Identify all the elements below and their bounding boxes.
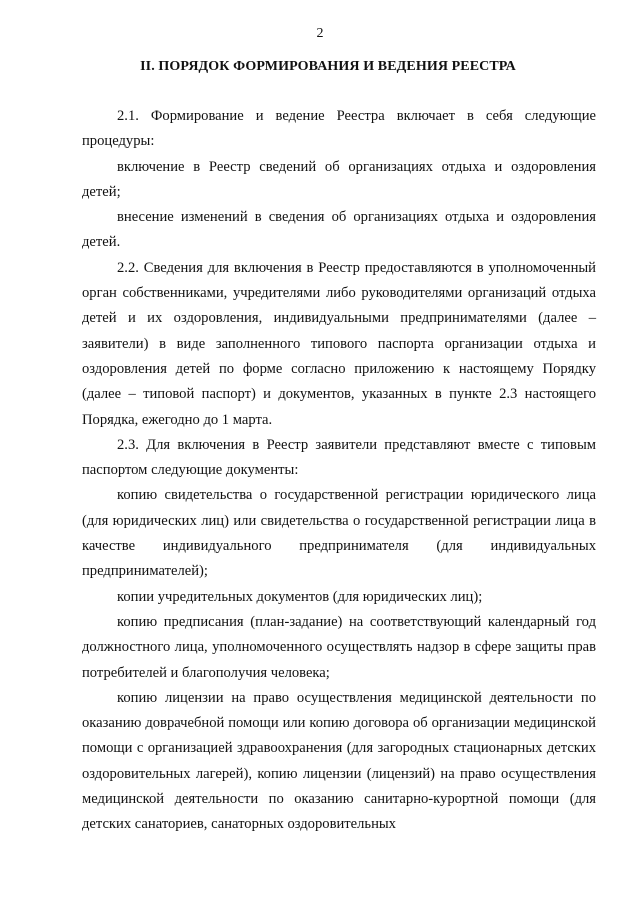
- paragraph-amendment: внесение изменений в сведения об организациях отдыха и оздоровления детей.: [82, 209, 596, 251]
- paragraph-2-2: 2.2. Сведения для включения в Реестр предоставляются в уполномоченный орган собственниками, учредителями либо руководителями организаций отдыха детей и их оздоровления, индивидуальными предпринимателями (далее – заявители) в виде заполненного типового паспорта организации отдыха и оздоровления детей по форме согласно приложению к настоящему Порядку (далее – типовой паспорт) и документов, указанных в пункте 2.3 настоящего Порядка, ежегодно до 1 марта.: [82, 259, 596, 428]
- paragraph-license: копию лицензии на право осуществления медицинской деятельности по оказанию доврачебной помощи или копию договора об организации медицинской помощи с организацией здравоохранения (для загородных стационарных детских оздоровительных лагерей), копию лицензии (лицензий) на право осуществления медицинской деятельности по оказанию санитарно-курортной помощи (для детских санаториев, санаторных оздоровительных: [82, 689, 596, 833]
- section-title: II. ПОРЯДОК ФОРМИРОВАНИЯ И ВЕДЕНИЯ РЕЕСТРА: [140, 59, 516, 74]
- page-number: 2: [316, 26, 324, 41]
- paragraph-inclusion: включение в Реестр сведений об организациях отдыха и оздоровления детей;: [82, 158, 596, 200]
- paragraph-registration-certificate: копию свидетельства о государственной регистрации юридического лица (для юридических лиц) или свидетельства о государственной регистрации лица в качестве индивидуального предпринимателя (для индивидуальных предпринимателей);: [82, 487, 596, 580]
- document-body: [82, 104, 596, 833]
- paragraph-prescription: копию предписания (план-задание) на соответствующий календарный год должностного лица, уполномоченного осуществлять надзор в сфере защиты прав потребителей и благополучия человека;: [82, 613, 596, 681]
- paragraph-2-3: 2.3. Для включения в Реестр заявители представляют вместе с типовым паспортом следующие документы:: [82, 436, 596, 479]
- paragraph-founding-documents: копии учредительных документов (для юридических лиц);: [117, 588, 483, 605]
- paragraph-2-1: 2.1. Формирование и ведение Реестра включает в себя следующие процедуры:: [82, 108, 596, 150]
